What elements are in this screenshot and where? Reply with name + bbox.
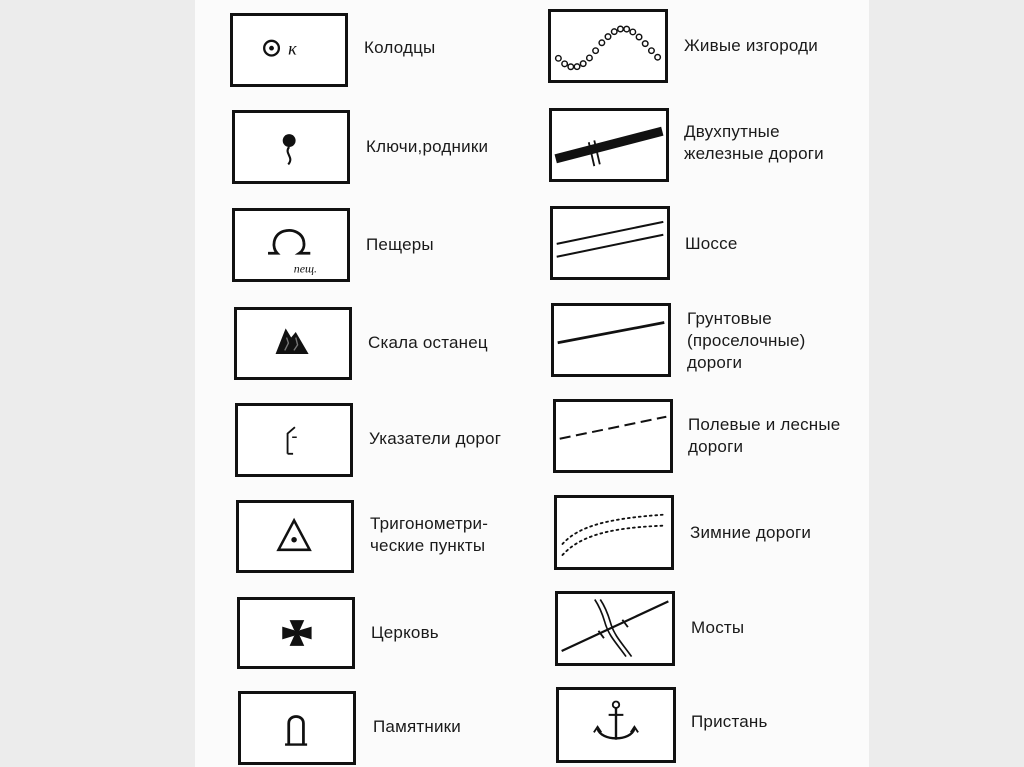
label-wells: Колодцы	[364, 38, 436, 57]
hedge-symbol-box	[548, 9, 668, 83]
well-symbol-icon	[233, 16, 345, 84]
label-hedges: Живые изгороди	[684, 36, 818, 55]
hedge-dot	[611, 29, 617, 35]
hedge-dot	[587, 55, 593, 61]
cave-symbol-icon	[235, 211, 347, 279]
right-margin	[869, 0, 1024, 767]
field-road-symbol-icon	[556, 402, 670, 470]
cave-symbol-box	[232, 208, 350, 282]
double-track-railway-symbol-icon	[552, 111, 666, 179]
spring-symbol-box	[232, 110, 350, 184]
pier-symbol-icon	[559, 690, 673, 760]
pier-symbol-box	[556, 687, 676, 763]
label-winter-road: Зимние дороги	[690, 523, 812, 542]
rock-symbol-icon	[237, 310, 349, 377]
winter-road-symbol-box	[554, 495, 674, 570]
hedge-dot	[624, 26, 630, 32]
label-road-signs: Указатели дорог	[369, 429, 502, 448]
label-monuments: Памятники	[373, 717, 461, 736]
church-symbol-icon	[240, 600, 352, 666]
hedge-dot	[642, 41, 648, 47]
left-margin	[0, 0, 195, 767]
highway-symbol-box	[550, 206, 670, 280]
label-triangulation: Тригонометри- ческие пункты	[370, 514, 489, 555]
monument-symbol-icon	[241, 694, 353, 762]
label-railway: Двухпутные железные дороги	[684, 122, 824, 163]
hedge-dot	[574, 64, 580, 70]
bridge-symbol-box	[555, 591, 675, 666]
road-sign-symbol-box	[235, 403, 353, 477]
triangulation-point-symbol-icon	[239, 503, 351, 570]
dirt-road-symbol-box	[551, 303, 671, 377]
dirt-road-symbol-icon	[554, 306, 668, 374]
hedge-dot	[605, 34, 611, 40]
hedge-dot	[568, 64, 574, 70]
spring-symbol-icon	[235, 113, 347, 181]
well-symbol-letter: к	[288, 38, 297, 59]
label-bridges: Мосты	[691, 618, 745, 637]
label-dirt-road: Грунтовые (проселочные) дороги	[687, 309, 806, 372]
field-road-symbol-box	[553, 399, 673, 473]
church-symbol-box	[237, 597, 355, 669]
label-highway: Шоссе	[685, 234, 738, 253]
hedge-dot	[655, 54, 661, 60]
hedge-dot	[630, 29, 636, 35]
hedge-dot	[636, 34, 642, 40]
rock-symbol-box	[234, 307, 352, 380]
bridge-symbol-icon	[558, 594, 672, 663]
railway-symbol-box	[549, 108, 669, 182]
hedge-symbol-icon	[551, 12, 665, 80]
label-caves: Пещеры	[366, 235, 434, 254]
triangulation-symbol-box	[236, 500, 354, 573]
hedge-dot	[562, 61, 568, 67]
label-pier: Пристань	[691, 712, 768, 731]
monument-symbol-box	[238, 691, 356, 765]
hedge-dot	[599, 40, 605, 46]
highway-symbol-icon	[553, 209, 667, 277]
label-rock: Скала останец	[368, 333, 488, 352]
hedge-dot	[556, 56, 562, 62]
road-sign-symbol-icon	[238, 406, 350, 474]
label-field-road: Полевые и лесные дороги	[688, 415, 841, 456]
cave-symbol-abbrev: пещ.	[293, 261, 318, 276]
hedge-dot	[649, 48, 655, 54]
well-symbol-box	[230, 13, 348, 87]
hedge-dot	[618, 26, 624, 32]
label-springs: Ключи,родники	[366, 137, 489, 156]
label-church: Церковь	[371, 623, 439, 642]
hedge-dot	[593, 48, 599, 54]
winter-road-symbol-icon	[557, 498, 671, 567]
hedge-dot	[580, 61, 586, 67]
